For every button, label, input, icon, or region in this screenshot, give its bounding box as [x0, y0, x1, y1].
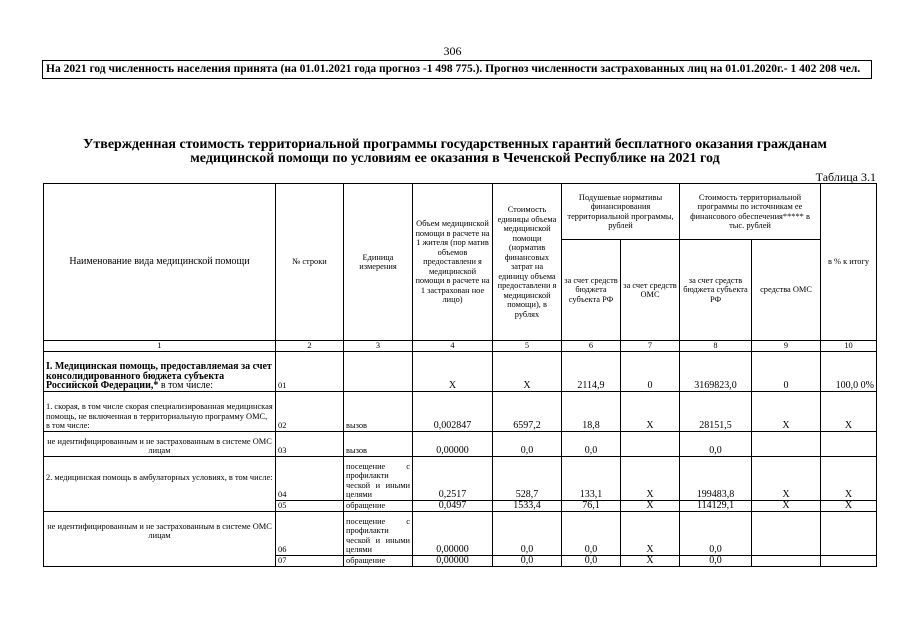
document-title: Утвержденная стоимость территориальной программы государственных гарантий бесплатного оказания гражданам медицинской помощи по условиям ее оказания в Чеченской Республике на 2021 год	[83, 137, 827, 166]
header-cost-budget: за счет средств бюджета субъекта РФ	[680, 240, 752, 341]
row-percent: Х	[821, 500, 877, 511]
row-unit-cost: Х	[493, 351, 562, 391]
header-per-capita-budget: за счет средств бюджета субъекта РФ	[562, 240, 621, 341]
table-caption: Таблица 3.1	[815, 170, 876, 184]
page-number: 306	[443, 44, 462, 58]
table-row	[44, 456, 877, 500]
col-number: 2	[276, 341, 344, 352]
header-cost-program: Стоимость территориальной программы по источникам ее финансового обеспечения***** в тыс. рублей	[680, 184, 821, 240]
table-row	[44, 511, 877, 555]
row-unit: посещение с профилакти ческой и иными целями	[344, 456, 413, 500]
row-volume: 0,002847	[413, 391, 493, 431]
row-number: 07	[276, 555, 344, 566]
row-number: 03	[276, 431, 344, 456]
col-number: 6	[562, 341, 621, 352]
row-unit	[344, 351, 413, 391]
row-cost-budget: 114129,1	[680, 500, 752, 511]
header-volume: Объем медицинской помощи в расчете на 1 жителя (пор матив объемов предоставлени я медицинской помощи в расчете на 1 застрахован ное лицо)	[413, 184, 493, 341]
header-unit: Единица измерения	[344, 184, 413, 341]
row-name	[44, 351, 276, 391]
row-number: 04	[276, 456, 344, 500]
row-cost-oms	[752, 555, 821, 566]
row-volume: 0,2517	[413, 456, 493, 500]
row-unit-cost: 528,7	[493, 456, 562, 500]
header-per-capita-oms: за счет средств ОМС	[621, 240, 680, 341]
row-per-capita-budget: 76,1	[562, 500, 621, 511]
row-unit: посещение с профилакти ческой и иными целями	[344, 511, 413, 555]
row-name: не идентифицированным и не застрахованным в системе ОМС лицам	[44, 511, 276, 566]
row-volume: 0,00000	[413, 555, 493, 566]
row-cost-budget: 0,0	[680, 511, 752, 555]
col-number: 5	[493, 341, 562, 352]
row-number: 05	[276, 500, 344, 511]
row-per-capita-budget: 18,8	[562, 391, 621, 431]
row-percent: Х	[821, 456, 877, 500]
row-cost-oms	[752, 511, 821, 555]
col-number: 10	[821, 341, 877, 352]
row-cost-budget: 0,0	[680, 555, 752, 566]
row-percent: Х	[821, 391, 877, 431]
row-name: 1. скорая, в том числе скорая специализированная медицинская помощь, не включенная в территориальную программу ОМС, в том числе:	[44, 391, 276, 431]
row-number: 01	[276, 351, 344, 391]
col-number: 9	[752, 341, 821, 352]
header-name: Наименование вида медицинской помощи	[44, 184, 276, 341]
row-percent	[821, 431, 877, 456]
row-volume: 0,00000	[413, 431, 493, 456]
table-row	[44, 431, 877, 456]
row-percent	[821, 555, 877, 566]
row-percent	[821, 511, 877, 555]
row-name-tail: в том числе:	[158, 380, 213, 391]
row-per-capita-oms: 0	[621, 351, 680, 391]
row-unit: вызов	[344, 431, 413, 456]
col-number: 1	[44, 341, 276, 352]
row-cost-oms: 0	[752, 351, 821, 391]
col-number: 8	[680, 341, 752, 352]
row-per-capita-budget: 0,0	[562, 555, 621, 566]
row-per-capita-oms: Х	[621, 511, 680, 555]
row-name: 2. медицинская помощь в амбулаторных условиях, в том числе:	[44, 456, 276, 511]
row-per-capita-budget: 0,0	[562, 511, 621, 555]
row-per-capita-budget: 0,0	[562, 431, 621, 456]
col-number: 3	[344, 341, 413, 352]
row-cost-budget: 28151,5	[680, 391, 752, 431]
row-per-capita-oms: Х	[621, 555, 680, 566]
table-row	[44, 391, 877, 431]
row-cost-budget: 3169823,0	[680, 351, 752, 391]
row-volume: 0,0497	[413, 500, 493, 511]
header-cost-oms: средства ОМС	[752, 240, 821, 341]
row-cost-oms: Х	[752, 456, 821, 500]
row-unit-cost: 6597,2	[493, 391, 562, 431]
row-per-capita-oms: Х	[621, 456, 680, 500]
col-number: 4	[413, 341, 493, 352]
header-percent: в % к итогу	[821, 184, 877, 341]
column-numbers-row	[44, 341, 877, 352]
row-cost-budget: 0,0	[680, 431, 752, 456]
row-unit-cost: 0,0	[493, 431, 562, 456]
col-number: 7	[621, 341, 680, 352]
row-unit-cost: 0,0	[493, 555, 562, 566]
row-per-capita-budget: 2114,9	[562, 351, 621, 391]
population-note: На 2021 год численность населения принята (на 01.01.2021 года прогноз -1 498 775.). Прогноз численности застрахованных лиц на 01.01.2020г.- 1 402 208 чел.	[42, 60, 872, 79]
row-percent: 100,0 0%	[821, 351, 877, 391]
row-per-capita-oms: Х	[621, 391, 680, 431]
row-name-bold: I. Медицинская помощь, предоставляемая за счет консолидированного бюджета субъекта Российской Федерации,*	[46, 361, 272, 391]
row-per-capita-oms	[621, 431, 680, 456]
row-number: 02	[276, 391, 344, 431]
row-unit-cost: 0,0	[493, 511, 562, 555]
row-cost-budget: 199483,8	[680, 456, 752, 500]
row-unit: обращение	[344, 555, 413, 566]
row-cost-oms: Х	[752, 391, 821, 431]
row-volume: 0,00000	[413, 511, 493, 555]
row-cost-oms	[752, 431, 821, 456]
header-unit-cost: Стоимость единицы объема медицинской помощи (норматив финансовых затрат на единицу объема предоставлени я медицинской помощи), в рублях	[493, 184, 562, 341]
row-per-capita-oms: Х	[621, 500, 680, 511]
row-unit: вызов	[344, 391, 413, 431]
row-number: 06	[276, 511, 344, 555]
cost-table	[43, 183, 877, 567]
row-name: не идентифицированным и не застрахованным в системе ОМС лицам	[44, 431, 276, 456]
row-cost-oms: Х	[752, 500, 821, 511]
row-volume: Х	[413, 351, 493, 391]
row-unit-cost: 1533,4	[493, 500, 562, 511]
row-per-capita-budget: 133,1	[562, 456, 621, 500]
table-row	[44, 351, 877, 391]
header-row-no: № строки	[276, 184, 344, 341]
row-unit: обращение	[344, 500, 413, 511]
header-per-capita: Подушевые нормативы финансирования территориальной программы, рублей	[562, 184, 680, 240]
